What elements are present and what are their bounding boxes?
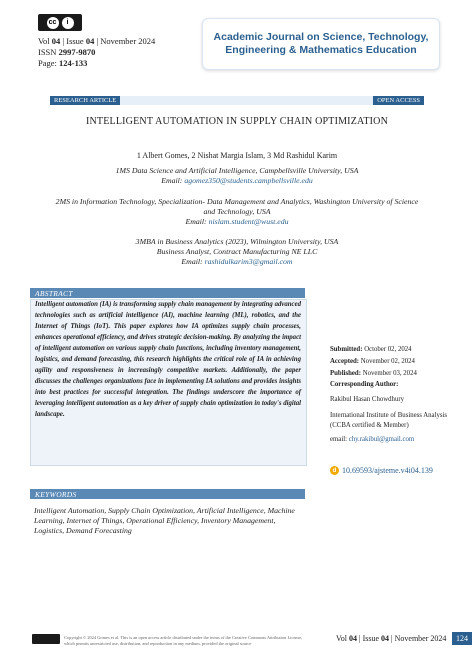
affiliation-1: 1MS Data Science and Artificial Intelligence, Campbellsville University, USA Email: agomez350@students.campbellsville.edu — [115, 166, 359, 185]
affiliation-3: 3MBA in Business Analytics (2023), Wilmington University, USA Business Analyst, Contract Manufacturing NE LLC Email: rashidulkarim3@gmail.com — [135, 237, 339, 266]
keywords-text: Intelligent Automation, Supply Chain Optimization, Artificial Intelligence, Machine Learning, Internet of Things, Operational Efficiency, Inventory Management, Logistics, Demand Forecasting — [34, 506, 295, 535]
author-email-link[interactable]: agomez350@students.campbellsville.edu — [184, 176, 313, 185]
research-article-tag: RESEARCH ARTICLE — [50, 96, 120, 105]
corresponding-email-link[interactable]: chy.rakibul@gmail.com — [348, 436, 415, 443]
by-icon: i — [62, 17, 74, 29]
author-list: 1 Albert Gomes, 2 Nishat Margia Islam, 3 Md Rashidul Karim — [136, 151, 338, 160]
journal-title-box — [202, 18, 440, 70]
footer-cc-logo — [32, 634, 60, 644]
volume-line: Vol 04 | Issue 04 | November 2024 — [38, 36, 156, 46]
pages-line: Page: 124-133 — [38, 58, 88, 68]
open-access-tag: OPEN ACCESS — [373, 96, 424, 105]
page-number: 124 — [452, 632, 472, 645]
abstract-heading: ABSTRACT — [30, 288, 305, 298]
cc-license-logo — [38, 14, 82, 31]
author-email-link[interactable]: nislam.student@wust.edu — [208, 217, 289, 226]
footer-volume: Vol 04 | Issue 04 | November 2024 — [336, 634, 447, 643]
corresponding-author: Corresponding Author: Rakibul Hasan Chowdhury International Institute of Business Analysis (CCBA certified & Member) email: chy.rakibul@gmail.com — [330, 381, 448, 443]
issue-info — [38, 36, 155, 69]
doi-icon: d — [330, 466, 339, 475]
cc-icon: cc — [47, 17, 59, 29]
submission-dates: Submitted: October 02, 2024 Accepted: November 02, 2024 Published: November 03, 2024 — [330, 346, 417, 377]
keywords-heading: KEYWORDS — [30, 489, 305, 499]
author-email-link[interactable]: rashidulkarim3@gmail.com — [204, 257, 293, 266]
issn-line: ISSN 2997-9870 — [38, 47, 96, 57]
doi-link[interactable] — [330, 466, 433, 475]
doi-text[interactable]: 10.69593/ajsteme.v4i04.139 — [342, 466, 433, 475]
journal-title: Academic Journal on Science, Technology, Engineering & Mathematics Education — [213, 31, 429, 56]
paper-title: INTELLIGENT AUTOMATION IN SUPPLY CHAIN OPTIMIZATION — [85, 116, 389, 127]
copyright-notice: Copyright © 2024 Gomes et al. This is an open access article distributed under the terms of the Creative Commons Attribution License, which permits unrestricted use, distribution, and reproduction in any medium, provided the original source — [64, 635, 303, 646]
abstract-text: Intelligent automation (IA) is transforming supply chain management by integrating advanced technologies such as artificial intelligence (AI), machine learning (ML), robotics, and the Internet of Things (IoT). This paper explores how IA optimizes supply chain processes, enhances operational efficiency, and drives strategic decision-making. By analyzing the impact of intelligent automation on various supply chain functions, including inventory management, logistics, and demand forecasting, this research highlights the critical role of IA in achieving agility and responsiveness in increasingly competitive markets. Additionally, the paper discusses the challenges organizations face in implementing IA solutions and provides insights into best practices for successful integration. The findings underscore the importance of leveraging intelligent automation as a key driver of supply chain optimization in today's digital landscape. — [35, 301, 301, 418]
affiliation-2: 2MS in Information Technology, Specialization- Data Management and Analytics, Washington University of Science and Technology, USA Email: nislam.student@wust.edu — [55, 197, 419, 226]
